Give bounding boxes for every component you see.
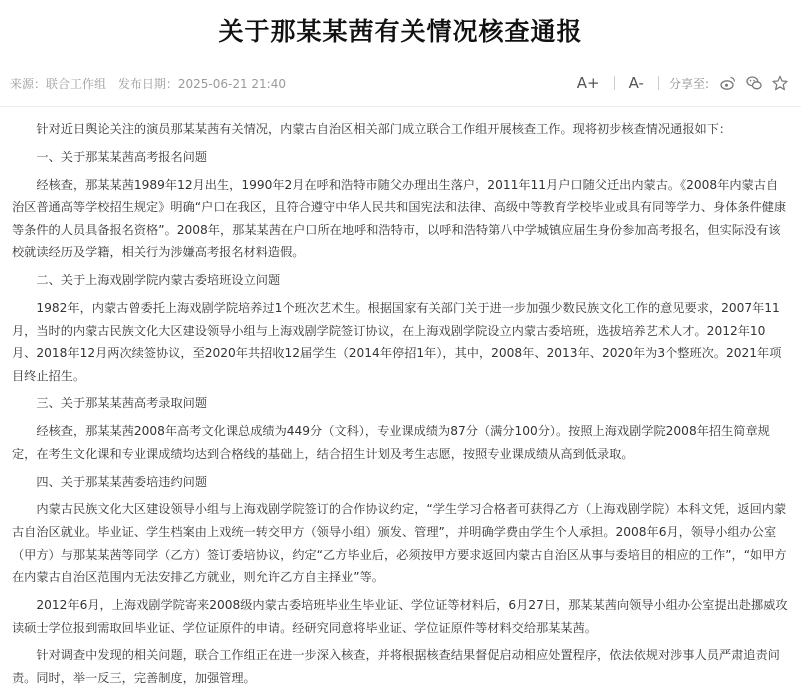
paragraph: 针对调查中发现的相关问题，联合工作组正在进一步深入核查，并将根据核查结果督促启动相应处置程序，依法依规对涉事人员严肃追责问责。同时，举一反三，完善制度，加强管理。 — [12, 648, 780, 685]
paragraph: 针对近日舆论关注的演员那某某茜有关情况，内蒙古自治区相关部门成立联合工作组开展核查工作。现将初步核查情况通报如下： — [36, 122, 732, 136]
share-label: 分享至: — [668, 76, 709, 91]
section-heading: 一、关于那某某茜高考报名问题 — [36, 149, 208, 164]
header-divider — [0, 106, 801, 107]
paragraph: 2012年6月，上海戏剧学院寄来2008级内蒙古委培班毕业生毕业证、学位证等材料后，6月27日，那某某茜向领导小组办公室提出赴挪威攻读硕士学位报到需取回毕业证、学位证原件的申请。经研究同意将毕业证、学位证原件等材料交给那某某茜。 — [12, 597, 788, 635]
wechat-icon[interactable] — [746, 75, 762, 91]
meta-source-line — [10, 75, 294, 92]
paragraph: 内蒙古民族文化大区建设领导小组与上海戏剧学院签订的合作协议约定，“学生学习合格者可获得乙方（上海戏剧学院）本科文凭，返回内蒙古自治区就业。毕业证、学生档案由上戏统一转交甲方（领导小组）颁发、管理”，并明确学费由学生个人承担。2008年6月，领导小组办公室（甲方）与那某某茜等同学（乙方）签订委培协议，约定“乙方毕业后，必须按甲方要求返回内蒙古自治区从事与委培目的相应的工作”，“如甲方在内蒙古自治区范围内无法安排乙方就业，则允许乙方自主择业”等。 — [12, 502, 787, 585]
article-meta — [10, 72, 791, 94]
font-larger-button[interactable]: A+ — [576, 74, 600, 92]
paragraph: 经核查，那某某茜1989年12月出生，1990年2月在呼和浩特市随父办理出生落户，2011年11月户口随父迁出内蒙古。《2008年内蒙古自治区普通高等学校招生规定》明确“户口在我区，且符合遵守中华人民共和国宪法和法律、高级中等教育学校毕业或具有同等学力、身体条件健康等条件的人员具备报名资格”。2008年，那某某茜在户口所在地呼和浩特市，以呼和浩特第八中学城镇应届生身份参加高考报名，但实际没有该校就读经历及学籍，相关行为涉嫌高考报名材料造假。 — [12, 177, 787, 260]
paragraph: 经核查，那某某茜2008年高考文化课总成绩为449分（文科），专业课成绩为87分（满分100分）。按照上海戏剧学院2008年招生简章规定，在考生文化课和专业课成绩均达到合格线的基础上，结合招生计划及考生志愿，按照专业课成绩从高到低录取。 — [12, 424, 770, 461]
article-publish-date: 发布日期：2025-06-21 21:40 — [117, 76, 286, 91]
article-source: 来源：联合工作组 — [10, 76, 107, 91]
paragraph: 1982年，内蒙古曾委托上海戏剧学院培养过1个班次艺术生。根据国家有关部门关于进一步加强少数民族文化工作的意见要求，2007年11月，当时的内蒙古民族文化大区建设领导小组与上海戏剧学院签订协议，在上海戏剧学院设立内蒙古委培班，选拔培养艺术人才。2012年10月、2018年12月两次续签协议，至2020年共招收12届学生（2014年停招1年），其中，2008年、2013年、2020年为3个整班次。2021年项目终止招生。 — [12, 300, 782, 383]
section-heading: 四、关于那某某茜委培违约问题 — [36, 474, 208, 489]
section-heading: 三、关于那某某茜高考录取问题 — [36, 396, 208, 411]
qzone-icon[interactable] — [772, 75, 788, 91]
article-title: 关于那某某茜有关情况核查通报 — [218, 17, 583, 46]
tool-divider — [614, 76, 615, 90]
tool-divider — [658, 76, 659, 90]
article-tools — [573, 74, 791, 92]
article-body — [12, 118, 789, 690]
section-heading: 二、关于上海戏剧学院内蒙古委培班设立问题 — [36, 273, 281, 288]
weibo-icon[interactable] — [720, 75, 736, 91]
font-smaller-button[interactable]: A- — [628, 74, 644, 92]
